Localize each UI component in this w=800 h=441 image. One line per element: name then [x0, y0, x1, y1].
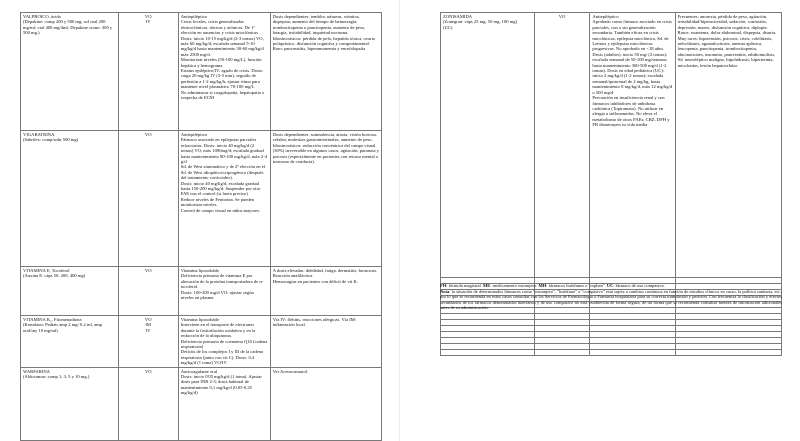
indication-cell: Vitamina liposoluble Interviene en el transporte de electrones durante la fosforilación oxidativa y en la reducción de la ubiquinona. Deficiencia primaria de coenzima Q10 (cadena respiratoria) Deficits de los complejos I y III de la cadena respiratoria (junto con vit C). Dosis: 0,4 mg/kg/d (1 toma) VO/IV — [178, 316, 270, 368]
empty-table-row — [441, 350, 782, 356]
footnote-text: : fórmula magistral. — [446, 283, 483, 288]
footnote-text: : fármacos huérfanos o "orphan". — [546, 283, 607, 288]
table-row — [21, 13, 382, 131]
footnote-term: ME — [483, 283, 491, 288]
indication-cell: Antiepiléptico Crisis focales, crisis generalizadas tónicoclónicas, tónicas y atónicas. De 1ª elección en ausencias y crisis mioclónicas. Dosis: inicio 10-15 mg/kg/d (2-3 tomas) VO, máx 60 mg/kg/d; escalada semanal 5-10 mg/kg/d hasta mantenimiento 30-60 mg/kg/d máx 2500 mg/d. Monitorizar niveles (50-100 mg/L), función hepática y hemograma Estatus epiléptico/IV: agudo de crisis. Dosis: carga 20 mg/kg IV (3-5 min), seguido de perfusión a 1-2 mg/kg/h; ajustar ritmo para mantener nivel plasmático 70-100 mg/L No administrar si coagulopatía, hepatopatía o sospecha de ECM — [178, 13, 270, 131]
footnote-term: FH — [440, 283, 447, 288]
drug-name-cell: VIGABATRINA (Sabrilex: comp/sobr 500 mg) — [21, 131, 119, 267]
adverse-effects-cell: Vía IV: flebitis, reacciones alérgicas. Vía IM: inflamación local. — [270, 316, 381, 368]
route-cell: VO — [118, 267, 178, 316]
footnote-term: Nota — [440, 288, 450, 294]
footnote — [440, 283, 782, 311]
footnote-text: : fármaco de uso compasivo. — [613, 283, 665, 288]
footnote-term: UC — [606, 283, 614, 288]
indication-cell: Vitamina liposoluble Deficiencia primaria de vitamina E por alteración de la proteína transportadora de α-tocoferol. Dosis: 100-200 mg/d VO; ajustar según niveles en plasma — [178, 267, 270, 316]
empty-cell — [441, 350, 535, 356]
drug-name-cell: VITAMINA E, Tocoferol (Auxina E: cáps 50, 200, 400 mg) — [21, 267, 119, 316]
drug-table-body — [21, 13, 382, 441]
drug-name-cell: VITAMINA K₁, Fitomenadiona (Konakion: Pediatr amp 2 mg/ 0,2 ml, amp oral/iny 10 mg/ml) — [21, 316, 119, 368]
drug-table-left — [20, 12, 382, 441]
indication-cell: Anticoagulante oral Dosis: inicio 0'05 mg/kg/d (1 toma). Ajustar dosis para INR 2-3; dosis habitual de mantenimiento 0,1 mg/kg/d (0,05-0,35 mg/kg/d) — [178, 367, 270, 440]
footnote-text: : la situación de determinados fármacos como "extranjero", "huérfano" o "compasivo" está sujeta a cambios continuos en función de estudios clínicos en curso, la política sanitaria, etc., por lo que se recomienda en estos casos consultar con los Servicios de Farmacología o Farmacia hospitalaria para su correcta tramitación y petición. Con frecuencia la clasificación y efectos secundarios de los fármacos denominados huérfanos y de uso compasivo no está establecida de forma segura, de tal forma que se recomienda consultar fuentes de información adicionales antes de su administración. — [440, 288, 782, 311]
adverse-effects-cell: Ver Acenocumarol. — [270, 367, 381, 440]
empty-cell — [675, 350, 781, 356]
table-row — [21, 267, 382, 316]
indication-cell: Antiepiléptico Aprobado como fármaco asociado en crisis parciales, con o sin generalización secundaria. También eficaz en crisis mioclónicas, epilepsia mioclónica, Sd. de Lennox y epilepsias mioclónicas progresivas. No aprobado en <18 años. Dosis (adultos): inicio 50 mg/ (2 tomas); escalada semanal de 50-100 mg/semana; hasta mantenimiento 300-500 mg/d (1-2 tomas). Dosis en edad pediátrica (UC): inicio 2 mg/kg/d (1-2 tomas); escalada semanal/quincenal de 2 mg/kg, hasta mantenimiento 8 mg/kg/d, máx 12 mg/kg/d o 500 mg/d Precaución en insuficiencia renal y con fármacos inhibidores de anhidrasa carbónica (Topiramato). No utilizar en alergia a sulfonamidas. No eleva el metabolismo de otros FAEs; CBZ, DFH y FB disminuyen su vida media — [590, 13, 675, 278]
route-cell: VO IV — [118, 13, 178, 131]
table-row — [441, 13, 782, 278]
table-row — [21, 367, 382, 440]
route-cell: VO — [534, 13, 590, 278]
route-cell: VO — [118, 131, 178, 267]
adverse-effects-cell: Frecuentes: anorexia, pérdida de peso, agitación, irritabilidad/hiperactividad, sedación, confusión, depresión, mareo, disfunción cognitiva, diplopía. Raros: exantema, dolor abdominal, dispepsia, disuria. Muy raros: hipotensión, psicosis, crisis, colelitiasis, nefrolitiasis, agranulocitosis, anemia aplásica, leucopenia, pancitopenia, trombocitopenia, alucinaciones, insomnio, pancreatitis, rabdiomiolisis, Sd. neuroléptico maligno, hipohidrosis, hipertermia, mioclonías, lesión hepatocelular. — [675, 13, 781, 278]
adverse-effects-cell: Dosis dependientes: temblor, náuseas, vómitos, dispepsia, aumento del tiempo de hemorragia, trombocitopenia o pancitopenia, aumento de peso, letargia, irritabilidad, inquietud nocturna. Idiosincrásicos: pérdida de pelo, hepatitis tóxica, ovario poliquístico, disfunción cognitiva y comportamental. Raro: pancreatitis, hiperamonemia y encefalopatía — [270, 13, 381, 131]
table-row — [21, 131, 382, 267]
indication-cell: Antiepiléptico Fármaco asociado en epilepsias parciales refractarias. Dosis: inicio 40 mg/kg/d (2 tomas) VO, máx 1000mg/d; escalada gradual hasta mantenimiento 80-100 mg/kg/d, máx 2-4 g/d Sd. de West sintomático y de 2ª elección en el Sd. de West idiopático/criptogénico (después del tratamiento corticoideo). Dosis: inicio 40 mg/kg/d, escalada gradual hasta 150-200 mg/kg/d. Suspender por otro FAE tras el control (si fuera preciso) Reduce niveles de Fenitoína. Se pueden monitorizar niveles. Control de campo visual en niños mayores. — [178, 131, 270, 267]
adverse-effects-cell: Dosis dependientes: somnolencia, ataxia, visión borrosa, cefalea, molestias gastrointestinales, aumento de peso. Idiosincrásicos: reducción concéntrica del campo visual (30%) irreversible en algunos casos, agitación, paranoia y psicosis (especialmente en pacientes con retraso mental o trastorno de conducta). — [270, 131, 381, 267]
drug-name-cell: WARFARINA (Aldocumar: comp 1, 3, 5 y 10 mg.) — [21, 367, 119, 440]
drug-name-cell: VALPROICO, ácido (Depakine: comp 200 y 500 mg; sol oral 200 mg/ml; vial 400 mg/4ml; Depakine crono: 300 y 500 mg.) — [21, 13, 119, 131]
drug-name-cell: ZONISAMIDA (Zonegran: cáps 25 mg, 50 mg, 100 mg) (UC) — [441, 13, 535, 278]
table-row — [21, 316, 382, 368]
route-cell: VO — [118, 367, 178, 440]
footnote-text: : medicamento extranjero. — [490, 283, 539, 288]
empty-cell — [590, 350, 675, 356]
adverse-effects-cell: A dosis elevadas: debilidad, fatiga, dermatitis, broncosis. Reacción anafiláctica. Hemorragias en pacientes con déficit de vit K. — [270, 267, 381, 316]
footnote-term: MH — [538, 283, 547, 288]
route-cell: VO IM IV — [118, 316, 178, 368]
empty-cell — [534, 350, 590, 356]
